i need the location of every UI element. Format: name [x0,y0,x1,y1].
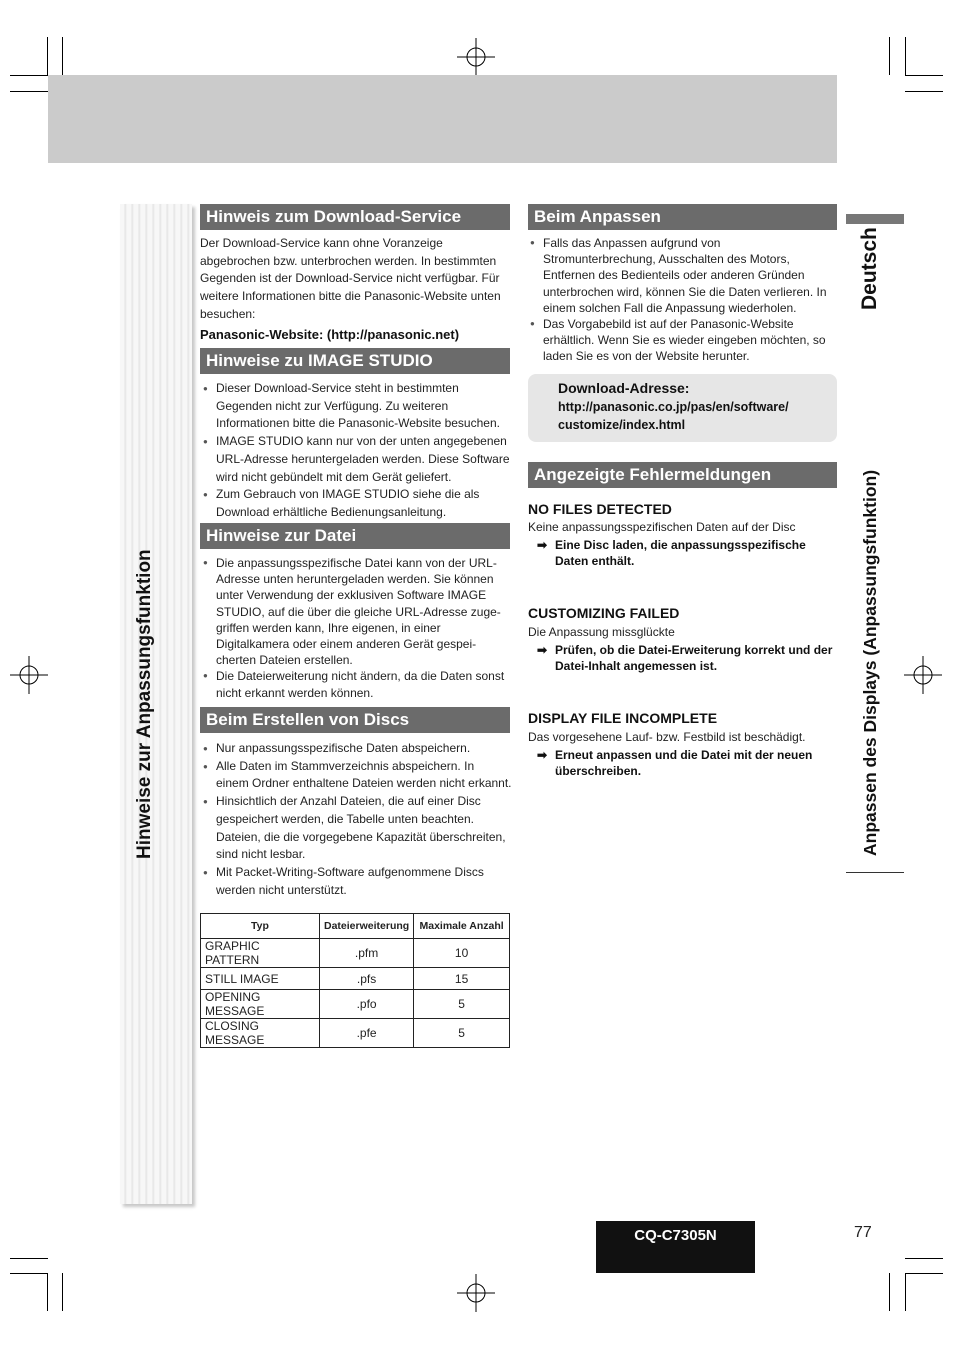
download-url-line: customize/index.html [558,418,686,432]
chapter-title: Anpassen des Displays (Anpassungsfunktion) [860,469,880,856]
table-cell: OPENING MESSAGE [201,990,320,1019]
page-number: 77 [854,1224,872,1241]
download-address-box [528,374,837,442]
crop-mark [889,37,890,75]
file-types-table [200,913,510,1048]
crop-mark [47,1273,48,1311]
crop-mark [10,1258,48,1259]
crop-mark [905,1273,906,1311]
table-cell: .pfs [320,968,414,990]
file-notes-bullets [201,555,513,701]
language-tab-bar [846,214,904,224]
crop-mark [905,91,943,92]
error-title: NO FILES DETECTED [528,501,672,517]
image-studio-bullets [201,380,513,522]
table-row [201,968,510,990]
crop-mark [10,1273,48,1274]
registration-mark [457,1274,495,1312]
table-cell: CLOSING MESSAGE [201,1019,320,1048]
error-fix: ➡ Erneut anpassen und die Datei mit der neuen überschreiben. [537,748,813,778]
list-item: ● Mit Packet-Writing-Software aufgenommene Discs werden nicht unterstützt. [201,864,513,899]
list-item: ● Alle Daten im Stammverzeichnis abspeichern. In einem Ordner enthaltene Dateien werden nicht erkannt. [201,758,513,793]
error-description: Das vorgesehene Lauf- bzw. Festbild ist beschädigt. [528,730,806,744]
download-service-text [200,235,512,324]
text-line: Der Download-Service kann ohne Voranzeige [200,236,443,250]
section-heading-disc-creation: Beim Erstellen von Discs [200,707,510,733]
crop-mark [905,75,943,76]
table-cell: 15 [414,968,510,990]
column-header: Maximale Anzahl [414,914,510,939]
table-row [201,990,510,1019]
header-band [48,75,837,163]
registration-mark [457,38,495,76]
customizing-bullets [528,235,840,365]
list-item: ● Falls das Anpassen aufgrund von Stromunterbrechung, Ausschalten des Motors, Entfernen des Bedienteils oder anderen Gründen unterbrochen wird, können Sie die Daten verlieren. In einem solchen Fall die Anpassung wiederholen. [528,235,840,316]
crop-mark [10,75,48,76]
arrow-right-icon: ➡ [537,643,548,657]
download-url-line: http://panasonic.co.jp/pas/en/software/ [558,400,789,414]
download-address-label: Download-Adresse: [558,380,690,396]
section-heading-file-notes: Hinweise zur Datei [200,523,510,549]
table-cell: 10 [414,939,510,968]
crop-mark [905,1258,943,1259]
error-description: Keine anpassungsspezifischen Daten auf der Disc [528,520,796,534]
crop-mark [10,91,48,92]
crop-mark [889,1273,890,1311]
disc-creation-bullets [201,740,513,899]
list-item: ● Zum Gebrauch von IMAGE STUDIO siehe die als Download erhältliche Bedienungsanleitung. [201,486,513,521]
error-title: CUSTOMIZING FAILED [528,605,680,621]
list-item: ● Dieser Download-Service steht in bestimmten Gegenden nicht zur Verfügung. Zu weiteren Informationen bitte die Panasonic-Website besuchen. [201,380,513,433]
text-line: besuchen: [200,306,256,321]
table-cell: .pfe [320,1019,414,1048]
list-item: ● Das Vorgabebild ist auf der Panasonic-Website erhältlich. Wenn Sie es wieder eingeben möchten, so laden Sie es von der Website herunter. [528,316,840,365]
crop-mark [47,37,48,75]
crop-mark [62,1273,63,1311]
crop-mark [905,1273,943,1274]
error-fix: ➡ Eine Disc laden, die anpassungsspezifische Daten enthält. [537,538,806,568]
error-description: Die Anpassung missglückte [528,625,675,639]
model-label: CQ-C7305N [596,1221,755,1273]
list-item: ● IMAGE STUDIO kann nur von der unten angegebenen URL-Adresse heruntergeladen werden. Diese Software wird nicht gebündelt mit dem Gerät geliefert. [201,433,513,486]
text-line: abgebrochen bzw. unterbrochen werden. In bestimmten [200,253,497,268]
table-row [201,939,510,968]
crop-mark [62,37,63,75]
list-item: ● Hinsichtlich der Anzahl Dateien, die auf einer Disc gespeichert werden, die Tabelle unten beachten. Dateien, die die vorgegebene Kapazität überschreiten, sind nicht lesbar. [201,793,513,864]
registration-mark [904,656,942,694]
section-heading-download-service: Hinweis zum Download-Service [200,204,510,230]
column-header: Typ [201,914,320,939]
section-heading-customizing: Beim Anpassen [528,204,837,230]
section-heading-image-studio: Hinweise zu IMAGE STUDIO [200,348,510,374]
divider [846,872,904,873]
error-title: DISPLAY FILE INCOMPLETE [528,710,718,726]
side-title [120,204,160,864]
crop-mark [905,37,906,75]
side-title-text: Hinweise zur Anpassungsfunktion [134,549,155,859]
table-cell: 5 [414,990,510,1019]
table-row [201,1019,510,1048]
language-title: Deutsch [858,227,881,310]
list-item: ● Die anpassungsspezifische Datei kann von der URL- Adresse unten heruntergeladen werden. Sie können unter Verwendung der exklusiven Software IMAGE STUDIO, auf die über die gleiche URL-Adresse zuge- griffen werden kann, Ihre eigenen, in einer Digitalkamera oder einem anderen Gerät gespei- cherten Dateien erstellen. [201,555,513,668]
table-cell: 5 [414,1019,510,1048]
arrow-right-icon: ➡ [537,748,548,762]
list-item: ● Nur anpassungsspezifische Daten abspeichern. [201,740,513,758]
panasonic-website-link: Panasonic-Website: (http://panasonic.net) [200,327,460,342]
table-cell: .pfm [320,939,414,968]
error-fix: ➡ Prüfen, ob die Datei-Erweiterung korrekt und der Datei-Inhalt angemessen ist. [537,643,833,673]
list-item: ● Die Dateierweiterung nicht ändern, da die Daten sonst nicht erkannt werden können. [201,668,513,700]
text-line: Gegenden ist der Download-Service nicht verfügbar. Für [200,271,500,286]
column-header: Dateierweiterung [320,914,414,939]
text-line: weitere Informationen bitte die Panasonic-Website unten [200,289,501,304]
table-cell: STILL IMAGE [201,968,320,990]
table-header-row [201,914,510,939]
right-vertical-titles [846,226,886,872]
table-cell: GRAPHIC PATTERN [201,939,320,968]
arrow-right-icon: ➡ [537,538,548,552]
registration-mark [10,656,48,694]
table-cell: .pfo [320,990,414,1019]
section-heading-errors: Angezeigte Fehlermeldungen [528,462,837,488]
